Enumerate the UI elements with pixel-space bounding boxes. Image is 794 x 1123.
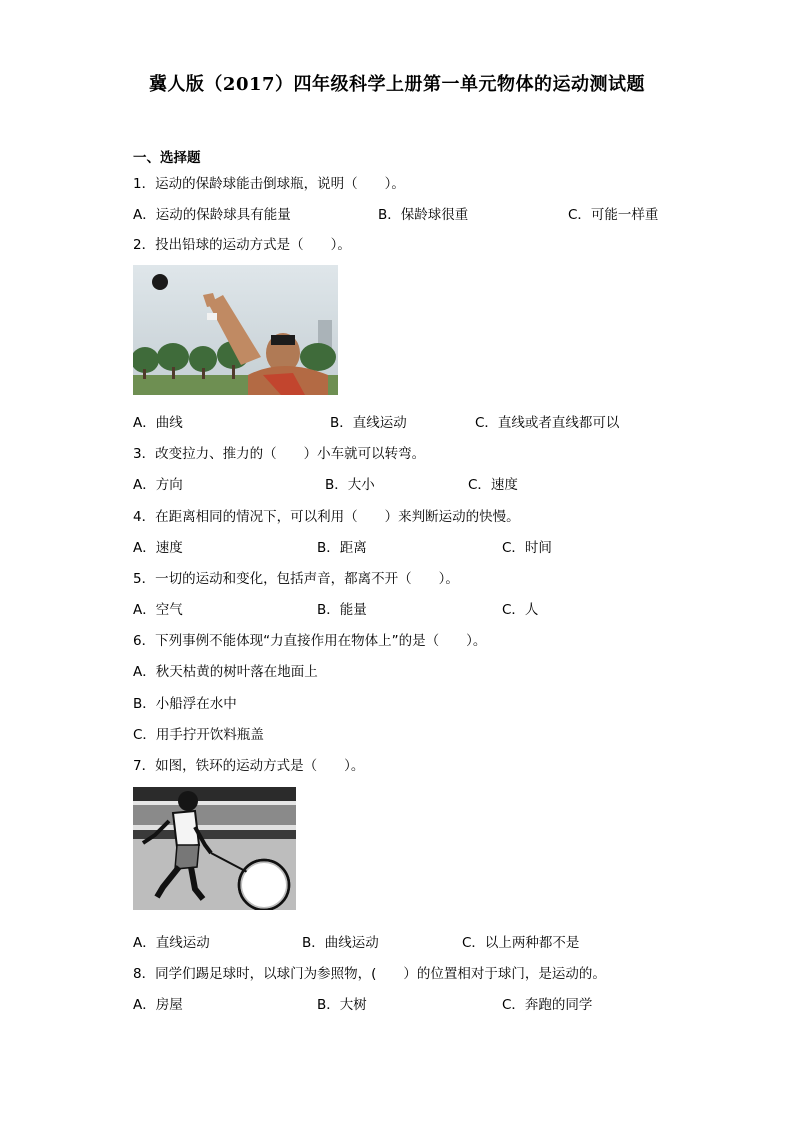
q2-option-c[interactable]: C．直线或者直线都可以 — [475, 415, 620, 431]
shot-put-photo — [133, 265, 338, 399]
question-1: 1．运动的保龄球能击倒球瓶，说明（ ）。 — [133, 176, 405, 192]
question-2: 2．投出铅球的运动方式是（ ）。 — [133, 237, 351, 253]
q3-option-b[interactable]: B．大小 — [325, 477, 375, 493]
question-3: 3．改变拉力、推力的（ ）小车就可以转弯。 — [133, 446, 426, 462]
q2-option-a[interactable]: A．曲线 — [133, 415, 183, 431]
q5-option-a[interactable]: A．空气 — [133, 602, 183, 618]
q5-option-b[interactable]: B．能量 — [317, 602, 367, 618]
q7-option-c[interactable]: C．以上两种都不是 — [462, 935, 580, 951]
question-8: 8．同学们踢足球时，以球门为参照物，( ）的位置相对于球门，是运动的。 — [133, 966, 606, 982]
question-5: 5．一切的运动和变化，包括声音，都离不开（ ）。 — [133, 571, 459, 587]
q1-option-a[interactable]: A．运动的保龄球具有能量 — [133, 207, 291, 223]
q6-option-c[interactable]: C．用手拧开饮料瓶盖 — [133, 727, 264, 743]
q5-option-c[interactable]: C．人 — [502, 602, 539, 618]
q8-option-a[interactable]: A．房屋 — [133, 997, 183, 1013]
q2-option-b[interactable]: B．直线运动 — [330, 415, 407, 431]
question-7: 7．如图，铁环的运动方式是（ ）。 — [133, 758, 365, 774]
q7-option-a[interactable]: A．直线运动 — [133, 935, 210, 951]
q4-option-c[interactable]: C．时间 — [502, 540, 552, 556]
q4-option-b[interactable]: B．距离 — [317, 540, 367, 556]
q6-option-b[interactable]: B．小船浮在水中 — [133, 696, 237, 712]
q3-option-c[interactable]: C．速度 — [468, 477, 518, 493]
question-4: 4．在距离相同的情况下，可以利用（ ）来判断运动的快慢。 — [133, 509, 520, 525]
q1-option-b[interactable]: B．保龄球很重 — [378, 207, 469, 223]
section-heading: 一、选择题 — [133, 150, 201, 166]
q1-option-c[interactable]: C．可能一样重 — [568, 207, 659, 223]
q4-option-a[interactable]: A．速度 — [133, 540, 183, 556]
q8-option-b[interactable]: B．大树 — [317, 997, 367, 1013]
page-title: 冀人版（2017）四年级科学上册第一单元物体的运动测试题 — [148, 74, 646, 95]
q3-option-a[interactable]: A．方向 — [133, 477, 183, 493]
q8-option-c[interactable]: C．奔跑的同学 — [502, 997, 593, 1013]
q6-option-a[interactable]: A．秋天枯黄的树叶落在地面上 — [133, 664, 318, 680]
question-6: 6．下列事例不能体现“力直接作用在物体上”的是（ ）。 — [133, 633, 487, 649]
hoop-rolling-illustration — [133, 787, 296, 914]
q7-option-b[interactable]: B．曲线运动 — [302, 935, 379, 951]
